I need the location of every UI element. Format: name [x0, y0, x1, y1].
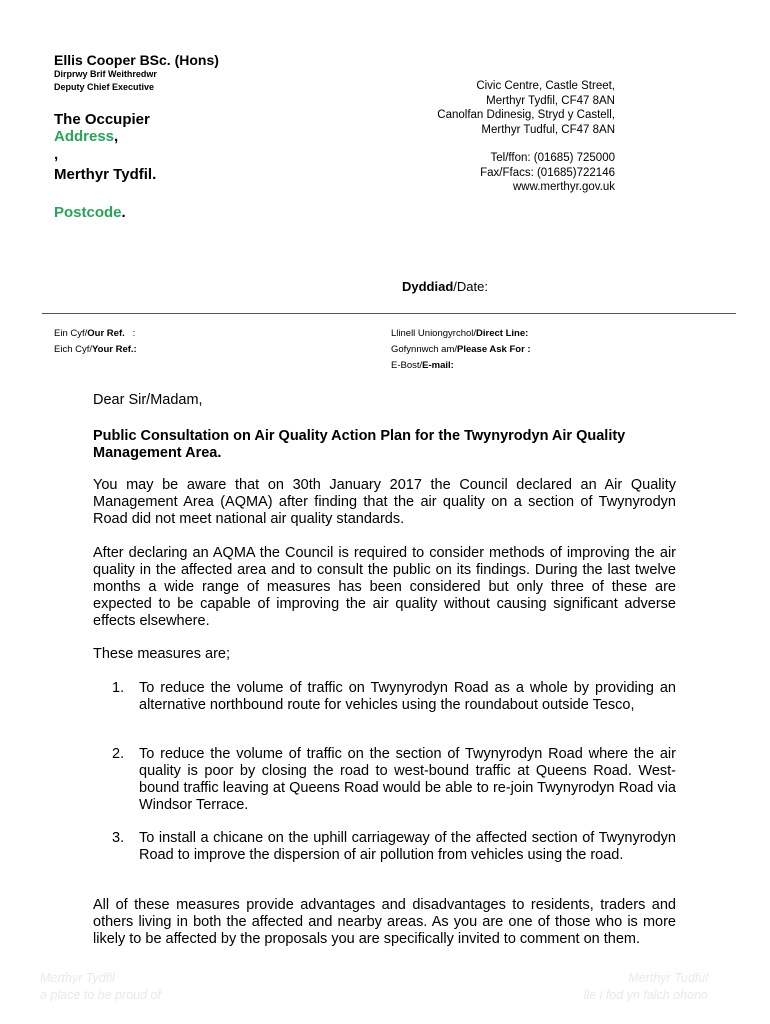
header-divider	[42, 313, 736, 314]
council-address-line: Canolfan Ddinesig, Stryd y Castell,	[437, 109, 615, 121]
footer-right-line2: lle i fod yn falch ohono	[583, 988, 708, 1002]
ask-label: Please Ask For :	[457, 344, 531, 355]
email-ref	[391, 360, 454, 371]
paragraph-2: After declaring an AQMA the Council is required to consider methods of improving the air quality in the affected area and to consult the public on its findings. During the last twelve months a wide range of measures has been considered but only three of these are expected to be capable of improving the air quality without causing significant adverse effects elsewhere.	[93, 545, 676, 629]
list-item	[112, 830, 676, 864]
council-contact-block	[437, 79, 615, 195]
list-item-text: To install a chicane on the uphill carriageway of the affected section of Twynyrodyn Road to improve the dispersion of air pollution from vehicles using the road.	[139, 830, 676, 863]
sender-name: Ellis Cooper BSc. (Hons)	[54, 52, 219, 68]
ask-prefix: Gofynnwch am/	[391, 344, 457, 355]
footer-left-line1: Merthyr Tydfil	[40, 971, 115, 985]
footer-right-line1: Merthyr Tudful	[628, 971, 708, 985]
list-item	[112, 680, 676, 714]
council-address-line: Merthyr Tudful, CF47 8AN	[481, 123, 615, 136]
greeting: Dear Sir/Madam,	[93, 392, 203, 408]
footer-slogan-english	[40, 970, 161, 1004]
list-item	[112, 746, 676, 814]
email-label: E-mail:	[422, 360, 454, 371]
your-ref-prefix: Eich Cyf/	[54, 344, 93, 355]
postcode-suffix: .	[121, 204, 126, 221]
council-website[interactable]: www.merthyr.gov.uk	[512, 181, 615, 193]
recipient-line2: ,	[54, 146, 59, 163]
recipient-postcode	[54, 204, 126, 221]
our-ref	[54, 328, 135, 339]
council-fax: Fax/Ffacs: (01685)722146	[480, 166, 615, 179]
address-suffix: ,	[114, 128, 119, 145]
subject-heading: Public Consultation on Air Quality Action Plan for the Twynyrodyn Air Quality Management Area.	[93, 428, 626, 461]
email-prefix: E-Bost/	[391, 360, 423, 371]
postcode-label: Postcode	[54, 204, 122, 221]
sender-title-welsh: Dirprwy Brif Weithredwr	[54, 69, 157, 79]
direct-line	[391, 328, 528, 339]
direct-line-label: Direct Line:	[476, 328, 529, 339]
list-item-number: 2.	[112, 746, 125, 762]
our-ref-label: Our Ref.	[87, 328, 125, 339]
council-phone: Tel/ffon: (01685) 725000	[490, 152, 615, 164]
recipient-name: The Occupier	[54, 111, 150, 128]
paragraph-1: You may be aware that on 30th January 2017 the Council declared an Air Quality Management Area (AQMA) after finding that the air quality on a section of Twynyrodyn Road did not meet national air quality standards.	[93, 477, 676, 527]
recipient-town: Merthyr Tydfil.	[54, 166, 157, 183]
list-item-text: To reduce the volume of traffic on the section of Twynyrodyn Road where the air quality is poor by closing the road to west-bound traffic at Queens Road. West-bound traffic leaving at Queens Road would be able to re-join Twynyrodyn Road via Windsor Terrace.	[139, 746, 676, 813]
council-address-line: Merthyr Tydfil, CF47 8AN	[486, 94, 615, 107]
footer-left-line2: a place to be proud of	[40, 988, 161, 1002]
list-item-number: 3.	[112, 830, 125, 846]
measures-intro: These measures are;	[93, 646, 231, 662]
footer-slogan-welsh	[584, 970, 708, 1004]
sender-title-english: Deputy Chief Executive	[54, 82, 155, 92]
contact-spacer	[437, 137, 615, 151]
list-item-text: To reduce the volume of traffic on Twynyrodyn Road as a whole by providing an alternative northbound route for vehicles using the roundabout outside Tesco,	[139, 680, 676, 713]
recipient-block	[54, 111, 150, 145]
date-label-english: /Date:	[453, 279, 488, 294]
council-address-line: Civic Centre, Castle Street,	[476, 80, 615, 92]
list-item-number: 1.	[112, 680, 125, 696]
closing-paragraph: All of these measures provide advantages and disadvantages to residents, traders and others living in both the affected and nearby areas. As you are one of those who is more likely to be affected by the proposals you are specifically invited to comment on them.	[93, 897, 676, 947]
date-label-welsh: Dyddiad	[402, 279, 454, 294]
date-line	[402, 279, 488, 294]
your-ref	[54, 344, 137, 355]
our-ref-separator: :	[124, 328, 136, 339]
recipient-address	[54, 128, 150, 145]
address-label: Address	[54, 128, 115, 145]
direct-line-prefix: Llinell Uniongyrchol/	[391, 328, 477, 339]
our-ref-prefix: Ein Cyf/	[54, 328, 88, 339]
your-ref-label: Your Ref.:	[92, 344, 137, 355]
please-ask-for	[391, 344, 531, 355]
